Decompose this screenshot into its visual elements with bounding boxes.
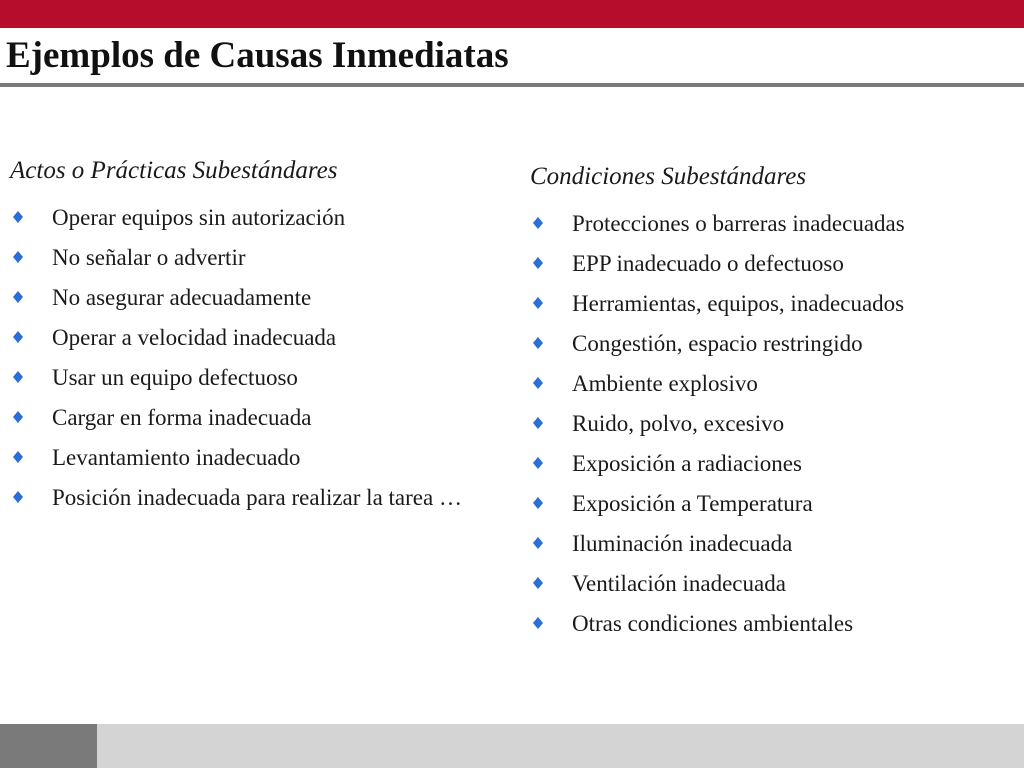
list-item — [530, 368, 1000, 399]
diamond-bullet-icon — [532, 217, 544, 229]
left-bullet-list — [10, 202, 480, 513]
list-item-text: EPP inadecuado o defectuoso — [572, 251, 844, 276]
list-item — [10, 402, 480, 433]
list-item — [10, 442, 480, 473]
list-item — [530, 248, 1000, 279]
list-item-text: Exposición a radiaciones — [572, 451, 802, 476]
list-item — [10, 322, 480, 353]
list-item — [530, 528, 1000, 559]
list-item — [530, 488, 1000, 519]
right-column-heading: Condiciones Subestándares — [530, 163, 807, 190]
diamond-bullet-icon — [532, 337, 544, 349]
list-item — [10, 242, 480, 273]
diamond-bullet-icon — [12, 291, 24, 303]
list-item-text: Posición inadecuada para realizar la tarea … — [52, 485, 462, 510]
list-item — [530, 568, 1000, 599]
list-item-text: Cargar en forma inadecuada — [52, 405, 312, 430]
diamond-bullet-icon — [532, 457, 544, 469]
diamond-bullet-icon — [532, 417, 544, 429]
diamond-bullet-icon — [532, 577, 544, 589]
diamond-bullet-icon — [12, 251, 24, 263]
diamond-bullet-icon — [12, 451, 24, 463]
footer-accent-block — [0, 724, 97, 768]
right-column — [530, 160, 1000, 648]
diamond-bullet-icon — [532, 537, 544, 549]
list-item-text: Operar a velocidad inadecuada — [52, 325, 337, 350]
list-item — [10, 202, 480, 233]
list-item-text: Usar un equipo defectuoso — [52, 365, 298, 390]
left-column — [10, 154, 480, 522]
slide-title: Ejemplos de Causas Inmediatas — [6, 35, 509, 76]
diamond-bullet-icon — [532, 617, 544, 629]
diamond-bullet-icon — [532, 297, 544, 309]
diamond-bullet-icon — [532, 377, 544, 389]
list-item-text: Otras condiciones ambientales — [572, 611, 854, 636]
list-item — [530, 208, 1000, 239]
diamond-bullet-icon — [532, 497, 544, 509]
list-item — [530, 408, 1000, 439]
diamond-bullet-icon — [12, 331, 24, 343]
footer-bar — [0, 724, 1024, 768]
list-item-text: Herramientas, equipos, inadecuados — [572, 291, 905, 316]
title-divider — [0, 83, 1024, 87]
list-item-text: Iluminación inadecuada — [572, 531, 793, 556]
list-item-text: No asegurar adecuadamente — [52, 285, 312, 310]
top-accent-bar — [0, 0, 1024, 28]
list-item — [530, 288, 1000, 319]
list-item-text: Ambiente explosivo — [572, 371, 758, 396]
list-item-text: Ruido, polvo, excesivo — [572, 411, 785, 436]
list-item-text: No señalar o advertir — [52, 245, 246, 270]
diamond-bullet-icon — [12, 411, 24, 423]
list-item — [10, 362, 480, 393]
list-item-text: Congestión, espacio restringido — [572, 331, 863, 356]
diamond-bullet-icon — [12, 371, 24, 383]
diamond-bullet-icon — [532, 257, 544, 269]
left-column-heading: Actos o Prácticas Subestándares — [10, 157, 338, 184]
list-item-text: Levantamiento inadecuado — [52, 445, 301, 470]
diamond-bullet-icon — [12, 491, 24, 503]
diamond-bullet-icon — [12, 211, 24, 223]
list-item — [530, 608, 1000, 639]
list-item-text: Operar equipos sin autorización — [52, 205, 346, 230]
list-item — [530, 448, 1000, 479]
right-bullet-list — [530, 208, 1000, 639]
list-item — [530, 328, 1000, 359]
list-item-text: Protecciones o barreras inadecuadas — [572, 211, 905, 236]
list-item — [10, 482, 480, 513]
list-item-text: Exposición a Temperatura — [572, 491, 813, 516]
list-item-text: Ventilación inadecuada — [572, 571, 786, 596]
list-item — [10, 282, 480, 313]
